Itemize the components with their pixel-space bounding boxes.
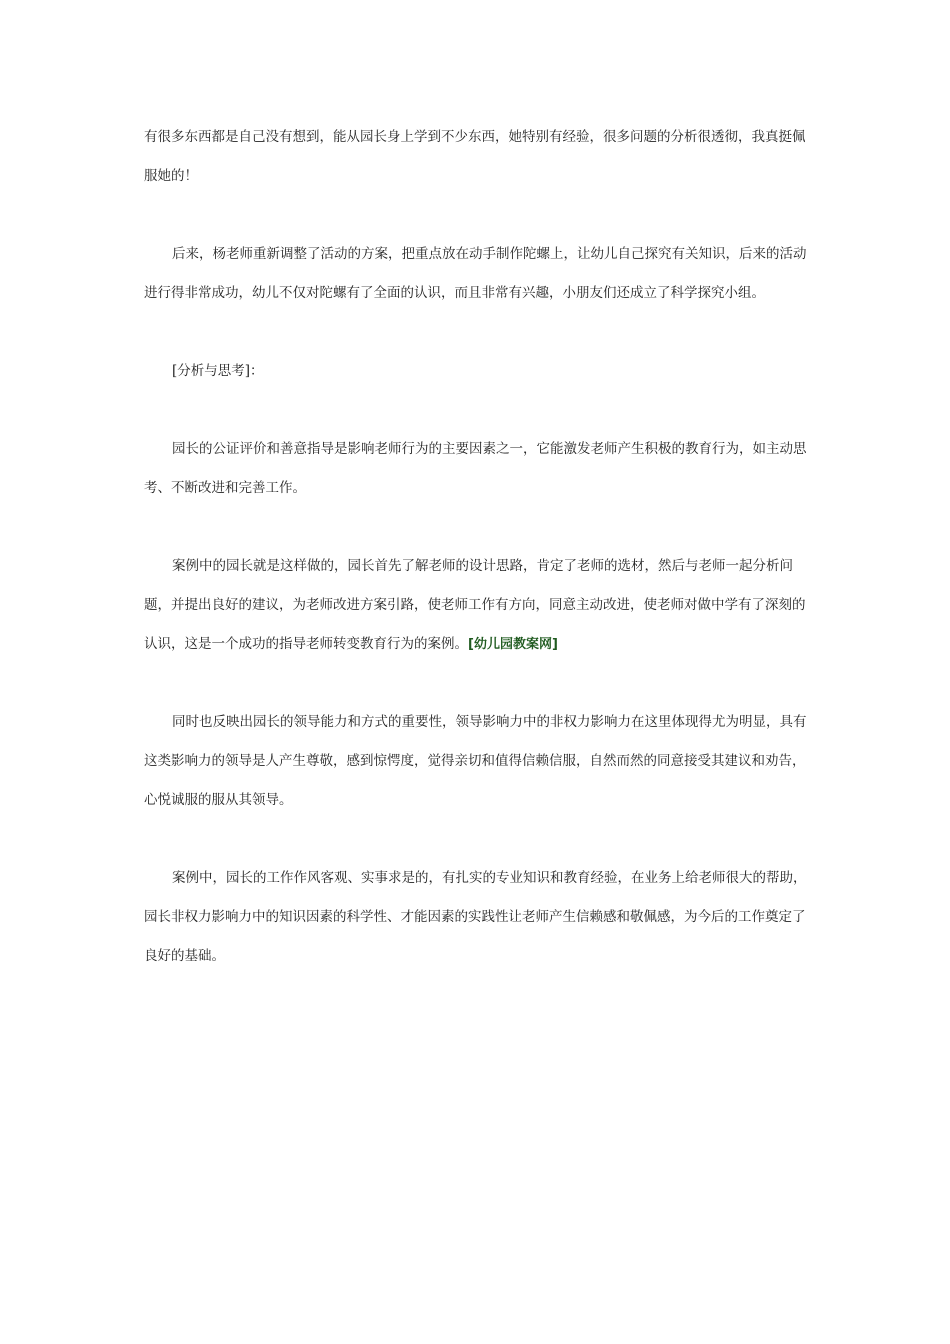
section-heading-analysis: [分析与思考]： [172,363,264,379]
site-link[interactable]: [幼儿园教案网] [468,637,558,652]
paragraph-leadership-influence: 同时也反映出园长的领导能力和方式的重要性，领导影响力中的非权力影响力在这里体现得尤为明显，具有这类影响力的领导是人产生尊敬，感到惊愕度，觉得亲切和值得信赖信服，自然而然的同意接受其建议和劝告，心悦诚服的服从其领导。 [144,714,807,808]
paragraph-activity-result: 后来，杨老师重新调整了活动的方案，把重点放在动手制作陀螺上，让幼儿自己探究有关知识，后来的活动进行得非常成功，幼儿不仅对陀螺有了全面的认识，而且非常有兴趣，小朋友们还成立了科学探究小组。 [144,246,807,301]
paragraph-case-analysis-text: 案例中的园长就是这样做的，园长首先了解老师的设计思路，肯定了老师的选材，然后与老师一起分析问题，并提出良好的建议，为老师改进方案引路，使老师工作有方向，同意主动改进，使老师对做中学有了深刻的认识，这是一个成功的指导老师转变教育行为的案例。 [144,558,806,652]
paragraph-continuation: 有很多东西都是自己没有想到，能从园长身上学到不少东西，她特别有经验，很多问题的分析很透彻，我真挺佩服她的！ [144,129,806,184]
paragraph-case-analysis [144,547,809,664]
document-body [144,118,809,1015]
paragraph-principal-guidance: 园长的公证评价和善意指导是影响老师行为的主要因素之一，它能激发老师产生积极的教育行为，如主动思考、不断改进和完善工作。 [144,441,807,496]
paragraph-work-style: 案例中，园长的工作作风客观、实事求是的，有扎实的专业知识和教育经验，在业务上给老师很大的帮助，园长非权力影响力中的知识因素的科学性、才能因素的实践性让老师产生信赖感和敬佩感，为今后的工作奠定了良好的基础。 [144,870,807,964]
